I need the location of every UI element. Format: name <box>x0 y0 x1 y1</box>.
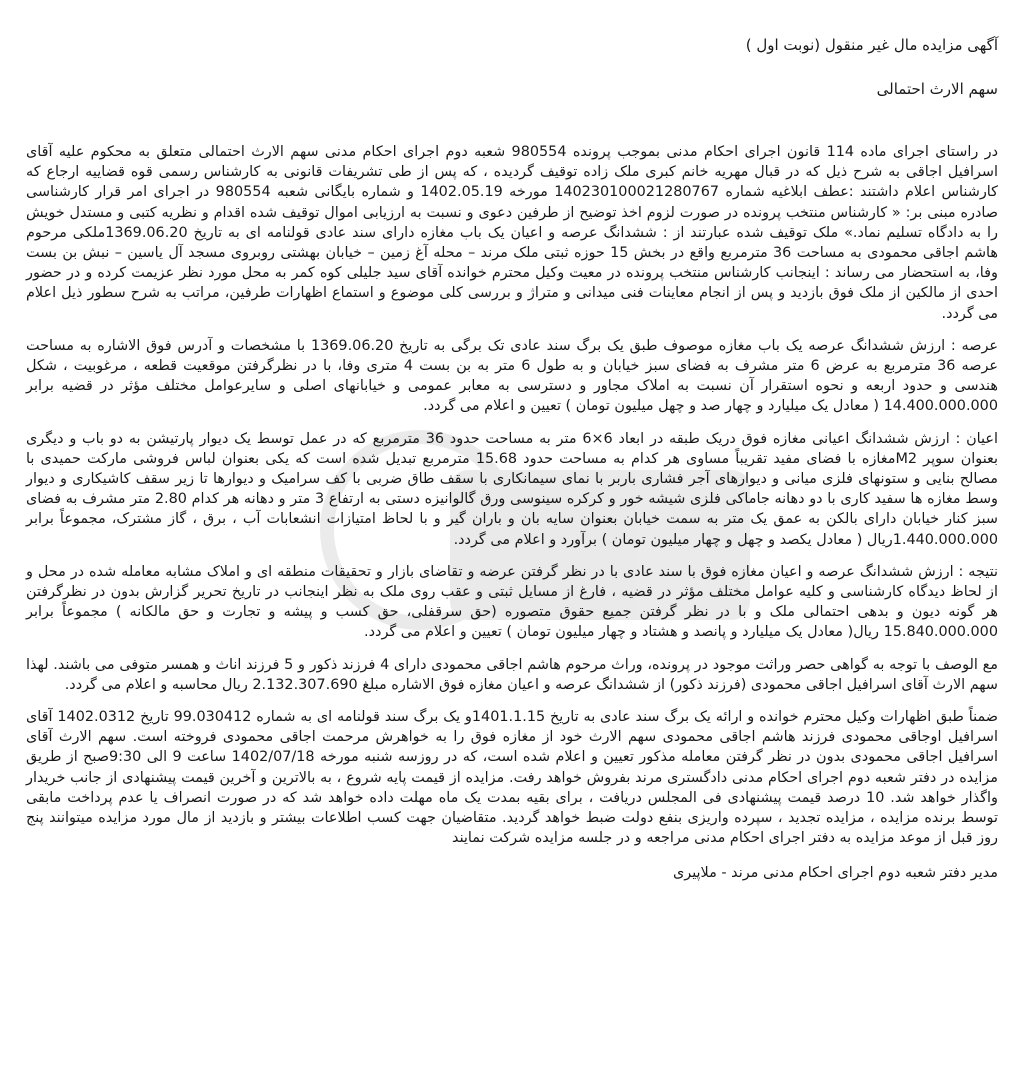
paragraph-land-value: عرصه : ارزش ششدانگ عرصه یک باب مغازه موصوف طبق یک برگ سند عادی تک برگی به تاریخ 1369.06.20 با مشخصات و آدرس فوق الاشاره به مساحت عرصه 36 مترمربع به عرض 6 متر مشرف به فضای سبز خیابان و به طول 6 متر به بن بست 4 متری وفا، با در نظرگرفتن موقعیت قطعه ، مرغوبیت ، شکل هندسی و حدود اربعه و نحوه استقرار آن نسبت به املاک مجاور و دسترسی به معابر عمومی و خیابانهای اصلی و سایرعوامل مختلف مؤثر در قضیه برابر 14.400.000.000 ( معادل یک میلیارد و چهار صد و چهل میلیون تومان ) تعیین و اعلام می گردد. <box>26 337 998 415</box>
paragraph-building-value: اعیان : ارزش ششدانگ اعیانی مغازه فوق دریک طبقه در ابعاد 6×6 متر به مساحت حدود 36 مترمربع که در عمل توسط یک دیوار پارتیشن به دو باب و دیگری بعنوان سوپر M2مغازه با فضای مفید تقریباً مساوی هر کدام به مساحت حدود 15.68 مترمربع تبدیل شده است که یکی بعنوان لباس فروشی مارکت حمیدی با مصالح بنایی و ستونهای فلزی میانی و دیوارهای آجر فشاری باربر با نمای سیمانکاری با سقف طاق ضربی با کف سرامیک و دیوارها تا زیر سقف کاشیکاری و دیوار وسط مغازه ها سفید کاری با دو دهانه جاماکی فلزی شیشه خور و کرکره سینوسی ورق گالوانیزه دستی به ارتفاع 3 متر و دهانه هر کدام 2.80 متر مشرف به فضای سبز کنار خیابان دارای بالکن به عمق یک متر به سمت خیابان بعنوان سایه بان و باران گیر و با لحاظ امتیازات انشعابات آب ، برق ، گاز مشترک، مجموعاً برابر 1.440.000.000ریال ( معادل یکصد و چهل و چهار میلیون تومان ) برآورد و اعلام می گردد. <box>26 430 998 548</box>
paragraph-intro: در راستای اجرای ماده 114 قانون اجرای احکام مدنی بموجب پرونده 980554 شعبه دوم اجرای احکام مدنی سهم الارث احتمالی متعلق به محکوم علیه آقای اسرافیل اجاقی به شرح ذیل که در قبال مهریه خانم کبری ملک زاده توقیف گردیده ، که پس از طی تشریفات قانونی به کارشناس رسمی قوه قضاییه ارجاع که کارشناس اعلام داشتند :عطف ابلاغیه شماره 140230100021280767 مورخه 1402.05.19 و شماره بایگانی شعبه 980554 در اجرای امر قرار کارشناسی صادره مبنی بر: « کارشناس منتخب پرونده در صورت لزوم اخذ توضیح از طرفین دعوی و نسبت به ارزیابی اموال توقیف شده اقدام و نظریه کتبی و مستدل خویش را به دادگاه تسلیم نماد.» ملک توقیف شده عبارتند از : ششدانگ عرصه و اعیان یک باب مغازه دارای سند عادی قولنامه ای به تاریخ 1369.06.20ملکی مرحوم هاشم اجاقی محمودی به مساحت 36 مترمربع واقع در بخش 15 حوزه ثبتی ملک مرند – محله آغ زمین – خیابان بهشتی روبروی مسجد آل یاسین – نبش بن بست وفا، به استحضار می رساند : اینجانب کارشناس منتخب پرونده در معیت وکیل محترم خوانده آقای سید جلیلی کوه کمر به محل مورد نظر عزیمت کرده و در حضور احدی از مالکین از ملک فوق بازدید و پس از انجام معاینات فنی میدانی و متراژ و بررسی کلی موضوع و استماع اظهارات طرفین، مراتب به شرح سطور ذیل اعلام می گردد. <box>26 144 999 322</box>
paragraph-result: نتیجه : ارزش ششدانگ عرصه و اعیان مغازه فوق با سند عادی با در نظر گرفتن عرضه و تقاضای بازار و تحقیقات منطقه ای و املاک مشابه معامله شده در محل و از لحاظ دیدگاه کارشناسی و کلیه عوامل مختلف مؤثر در قضیه ، فارغ از مسایل ثبتی و عقب روی ملک به نظر اینجانب در تاریخ تحریر گزارش بدون در نظرگرفتن هر گونه دیون و بدهی احتمالی ملک و با در نظر گرفتن جمیع حقوق متصوره (حق سرقفلی، حق کسب و پیشه و تجارت و حق مالکانه ) مجموعاً برابر 15.840.000.000 ریال( معادل یک میلیارد و پانصد و هشتاد و چهار میلیون تومان ) تعیین و اعلام می گردد. <box>26 563 998 641</box>
signature-line: مدیر دفتر شعبه دوم اجرای احکام مدنی مرند - ملاپیری <box>672 864 998 881</box>
notice-subtitle: سهم الارث احتمالی <box>876 80 998 98</box>
notice-title: آگهی مزایده مال غیر منقول (نوبت اول ) <box>745 36 998 54</box>
notice-body <box>26 142 998 849</box>
paragraph-auction-terms: ضمناً طبق اظهارات وکیل محترم خوانده و ارائه یک برگ سند عادی به تاریخ 1401.1.15و یک برگ سند قولنامه ای به شماره 99.030412 تاریخ 1402.0312 آقای اسرافیل اوجاقی محمودی فرزند هاشم اجاقی محمودی سهم الارث خود از مغازه فوق را به خواهرش مرحمت اجاقی محمودی فروخته است. سهم الارث آقای اسرافیل اجاقی محمودی بدون در نظر گرفتن معامله مذکور تعیین و اعلام شده است، که در روزسه شنبه مورخه 1402/07/18 ساعت 9 الی 9:30صبح از طریق مزایده در دفتر شعبه دوم اجرای احکام مدنی دادگستری مرند بفروش خواهد رفت. مزایده از قیمت پایه شروع ، به بالاترین و آخرین قیمت پیشنهادی از جانب خریدار واگذار خواهد شد. 10 درصد قیمت پیشنهادی فی المجلس دریافت ، برای بقیه بمدت یک ماه مهلت داده خواهد شد که در صورت انصراف یا عدم پرداخت مابقی توسط برنده مزایده ، مزایده تجدید ، سپرده واریزی بنفع دولت ضبط خواهد گردید. متقاضیان جهت کسب اطلاعات بیشتر و بازدید از مال مورد مزایده میتوانند پنج روز قبل از موعد مزایده به دفتر اجرای احکام مدنی مراجعه و در جلسه مزایده شرکت نمایند <box>26 709 999 847</box>
paragraph-inheritance-share: مع الوصف با توجه به گواهی حصر وراثت موجود در پرونده، وراث مرحوم هاشم اجاقی محمودی دارای 4 فرزند ذکور و 5 فرزند اناث و همسر متوفی می باشند. لهذا سهم الارث آقای اسرافیل اجاقی محمودی (فرزند ذکور) از ششدانگ عرصه و اعیان مغازه فوق الاشاره مبلغ 2.132.307.690 ریال محاسبه و اعلام می گردد. <box>26 656 998 693</box>
